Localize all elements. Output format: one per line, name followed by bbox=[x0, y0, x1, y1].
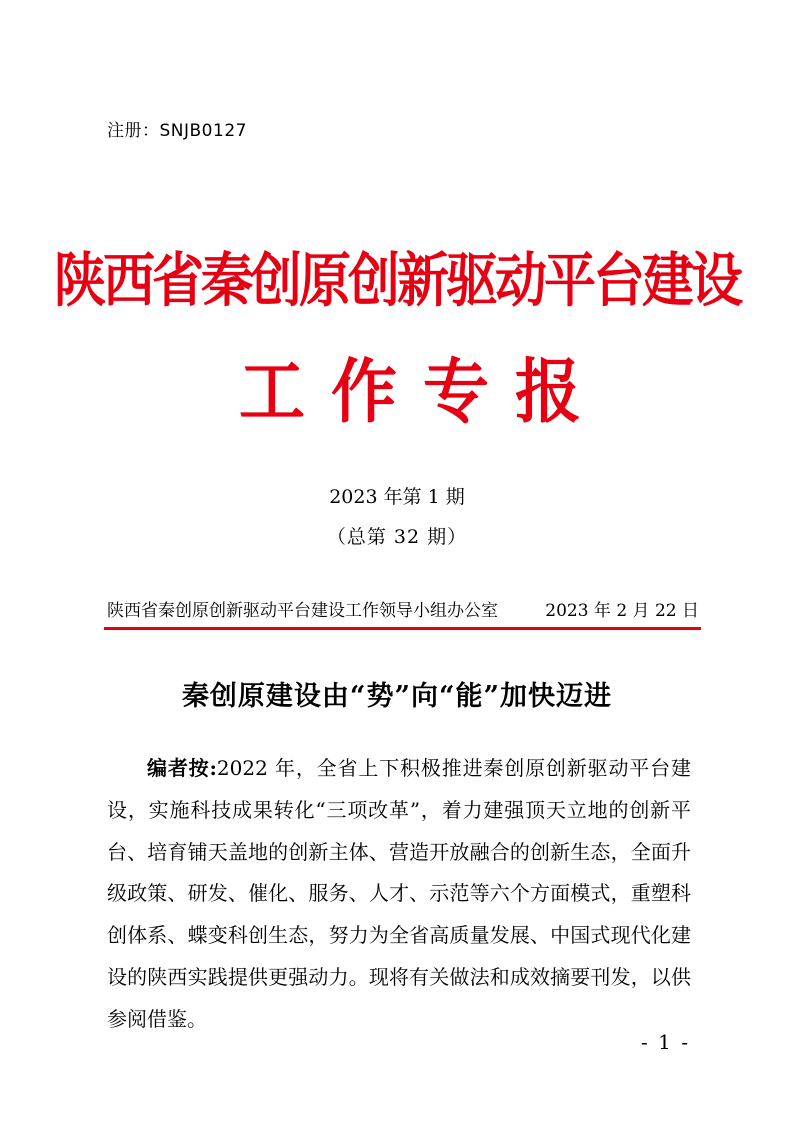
editor-note-text: 2022 年，全省上下积极推进秦创原创新驱动平台建设，实施科技成果转化“三项改革”，着力建强顶天立地的创新平台、培育铺天盖地的创新主体、营造开放融合的创新生态，全面升级政策、研发、催化、服务、人才、示范等六个方面模式，重塑科创体系、蝶变科创生态，努力为全省高质量发展、中国式现代化建设的陕西实践提供更强动力。现将有关做法和成效摘要刊发，以供参阅借鉴。 bbox=[107, 756, 691, 1031]
red-divider bbox=[104, 627, 701, 630]
masthead-subtitle: 工作专报 bbox=[239, 350, 607, 433]
masthead-title: 陕西省秦创原创新驱动平台建设 bbox=[53, 246, 740, 316]
registration-number: 注册：SNJB0127 bbox=[107, 121, 247, 141]
issue-total: （总第 32 期） bbox=[326, 526, 468, 548]
issuing-office: 陕西省秦创原创新驱动平台建设工作领导小组办公室 bbox=[107, 601, 498, 621]
issue-date: 2023 年 2 月 22 日 bbox=[545, 601, 699, 621]
page-number: - 1 - bbox=[641, 1030, 690, 1054]
editor-note-label: 编者按: bbox=[147, 756, 217, 780]
article-title: 秦创原建设由“势”向“能”加快迈进 bbox=[181, 681, 613, 712]
editor-note bbox=[107, 748, 691, 1041]
office-line bbox=[107, 596, 699, 621]
issue-number: 2023 年第 1 期 bbox=[329, 486, 465, 508]
